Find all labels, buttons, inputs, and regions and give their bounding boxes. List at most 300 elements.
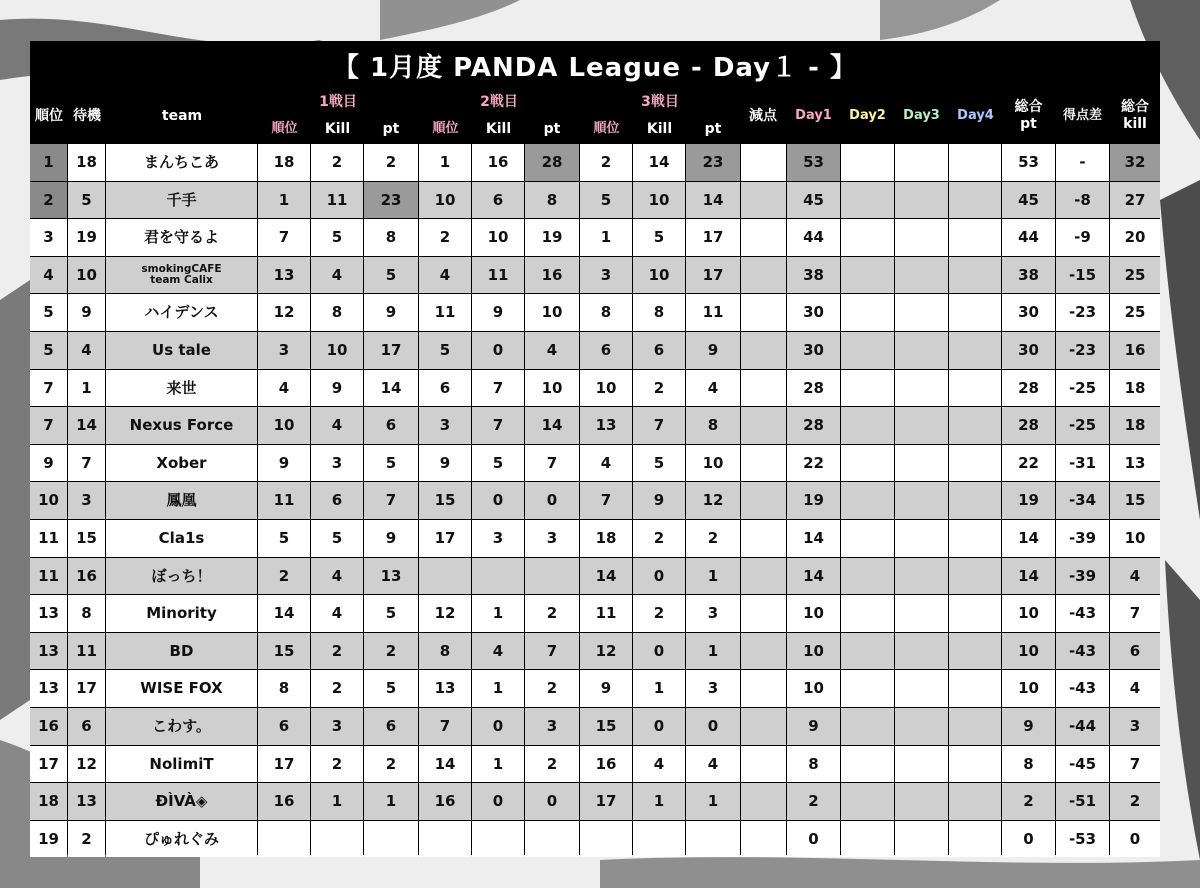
m2-rank-cell: 6 (419, 370, 471, 407)
penalty-cell (741, 482, 786, 519)
day1-cell: 44 (787, 219, 840, 256)
penalty-cell (741, 294, 786, 331)
m3-rank-cell: 3 (580, 257, 632, 294)
m3-kill-cell: 7 (633, 407, 685, 444)
m1-kill-cell: 10 (311, 332, 363, 369)
m2-kill-cell (472, 558, 524, 595)
m1-kill-cell: 5 (311, 520, 363, 557)
m2-kill-cell: 11 (472, 257, 524, 294)
day3-cell (895, 370, 948, 407)
m2-rank-cell: 15 (419, 482, 471, 519)
rank-cell: 16 (30, 708, 67, 745)
m3-kill-cell: 2 (633, 520, 685, 557)
point-diff-cell: -43 (1056, 595, 1109, 632)
day4-cell (949, 257, 1001, 294)
m2-pt-cell: 10 (525, 294, 579, 331)
m1-kill-cell: 1 (311, 783, 363, 820)
day2-cell (841, 257, 894, 294)
m1-rank-cell: 18 (258, 144, 310, 181)
m2-pt-cell: 2 (525, 595, 579, 632)
standby-cell: 5 (68, 182, 105, 219)
header-day1: Day1 (795, 108, 832, 124)
m1-rank-cell: 5 (258, 520, 310, 557)
day4-cell (949, 144, 1001, 181)
standby-cell: 7 (68, 445, 105, 482)
header-m1-rank: 順位 (271, 121, 298, 137)
m2-kill-cell: 0 (472, 783, 524, 820)
day1-cell: 38 (787, 257, 840, 294)
rank-cell: 2 (30, 182, 67, 219)
day2-cell (841, 746, 894, 783)
m1-pt-cell: 5 (364, 445, 418, 482)
team-cell: Cla1s (106, 520, 257, 557)
m2-pt-cell: 3 (525, 520, 579, 557)
day1-cell: 53 (787, 144, 840, 181)
total-kill-cell: 2 (1110, 783, 1160, 820)
m3-kill-cell (633, 821, 685, 858)
total-kill-cell: 16 (1110, 332, 1160, 369)
m1-rank-cell: 10 (258, 407, 310, 444)
total-kill-cell: 4 (1110, 558, 1160, 595)
rank-cell: 9 (30, 445, 67, 482)
m1-rank-cell: 13 (258, 257, 310, 294)
total-pt-cell: 45 (1002, 182, 1055, 219)
team-cell: Nexus Force (106, 407, 257, 444)
total-pt-cell: 2 (1002, 783, 1055, 820)
total-pt-cell: 53 (1002, 144, 1055, 181)
total-kill-cell: 15 (1110, 482, 1160, 519)
m1-pt-cell: 6 (364, 407, 418, 444)
m2-pt-cell (525, 558, 579, 595)
day4-cell (949, 633, 1001, 670)
rank-cell: 13 (30, 633, 67, 670)
m2-kill-cell: 0 (472, 708, 524, 745)
m2-pt-cell: 10 (525, 370, 579, 407)
m2-pt-cell: 0 (525, 783, 579, 820)
day2-cell (841, 595, 894, 632)
total-pt-cell: 10 (1002, 595, 1055, 632)
team-cell: 来世 (106, 370, 257, 407)
team-cell: 千手 (106, 182, 257, 219)
m2-kill-cell: 5 (472, 445, 524, 482)
day4-cell (949, 219, 1001, 256)
m2-rank-cell: 5 (419, 332, 471, 369)
m2-rank-cell: 12 (419, 595, 471, 632)
m2-rank-cell: 4 (419, 257, 471, 294)
team-cell: ハイデンス (106, 294, 257, 331)
day3-cell (895, 746, 948, 783)
standby-cell: 19 (68, 219, 105, 256)
m2-rank-cell: 13 (419, 670, 471, 707)
day2-cell (841, 445, 894, 482)
m2-kill-cell: 7 (472, 407, 524, 444)
m2-kill-cell: 9 (472, 294, 524, 331)
m2-rank-cell: 17 (419, 520, 471, 557)
rank-cell: 5 (30, 294, 67, 331)
total-pt-cell: 8 (1002, 746, 1055, 783)
total-kill-cell: 7 (1110, 595, 1160, 632)
penalty-cell (741, 595, 786, 632)
m1-kill-cell: 5 (311, 219, 363, 256)
m1-pt-cell: 13 (364, 558, 418, 595)
day1-cell: 8 (787, 746, 840, 783)
m2-rank-cell: 10 (419, 182, 471, 219)
m2-kill-cell: 3 (472, 520, 524, 557)
rank-cell: 3 (30, 219, 67, 256)
day4-cell (949, 783, 1001, 820)
m3-kill-cell: 2 (633, 370, 685, 407)
m1-kill-cell: 4 (311, 558, 363, 595)
day4-cell (949, 520, 1001, 557)
day4-cell (949, 294, 1001, 331)
m2-pt-cell: 19 (525, 219, 579, 256)
m3-kill-cell: 0 (633, 558, 685, 595)
point-diff-cell: -53 (1056, 821, 1109, 858)
m1-rank-cell: 12 (258, 294, 310, 331)
day4-cell (949, 407, 1001, 444)
penalty-cell (741, 257, 786, 294)
m1-kill-cell: 4 (311, 595, 363, 632)
m1-rank-cell: 15 (258, 633, 310, 670)
m3-rank-cell: 16 (580, 746, 632, 783)
total-kill-cell: 6 (1110, 633, 1160, 670)
m3-rank-cell (580, 821, 632, 858)
total-kill-cell: 10 (1110, 520, 1160, 557)
total-pt-cell: 10 (1002, 633, 1055, 670)
m2-kill-cell: 1 (472, 670, 524, 707)
day2-cell (841, 482, 894, 519)
m2-rank-cell: 16 (419, 783, 471, 820)
day4-cell (949, 332, 1001, 369)
m3-rank-cell: 6 (580, 332, 632, 369)
m3-pt-cell: 1 (686, 783, 740, 820)
day1-cell: 2 (787, 783, 840, 820)
total-pt-cell: 28 (1002, 407, 1055, 444)
m1-rank-cell: 3 (258, 332, 310, 369)
point-diff-cell: -23 (1056, 294, 1109, 331)
m3-rank-cell: 8 (580, 294, 632, 331)
m2-pt-cell: 0 (525, 482, 579, 519)
day2-cell (841, 407, 894, 444)
m1-kill-cell: 6 (311, 482, 363, 519)
point-diff-cell: -34 (1056, 482, 1109, 519)
team-cell: Us tale (106, 332, 257, 369)
day2-cell (841, 708, 894, 745)
standby-cell: 10 (68, 257, 105, 294)
header-rank: 順位 (35, 107, 63, 124)
header-m3-kill: Kill (646, 120, 673, 137)
day1-cell: 9 (787, 708, 840, 745)
day2-cell (841, 294, 894, 331)
team-cell: こわす。 (106, 708, 257, 745)
team-cell: 君を守るよ (106, 219, 257, 256)
m2-rank-cell: 1 (419, 144, 471, 181)
team-cell: ĐÌVÀ◈ (106, 783, 257, 820)
day3-cell (895, 520, 948, 557)
total-kill-cell: 18 (1110, 407, 1160, 444)
rank-cell: 10 (30, 482, 67, 519)
total-kill-cell: 7 (1110, 746, 1160, 783)
m2-kill-cell: 0 (472, 332, 524, 369)
m1-rank-cell: 14 (258, 595, 310, 632)
m1-pt-cell: 1 (364, 783, 418, 820)
m2-kill-cell: 16 (472, 144, 524, 181)
day1-cell: 30 (787, 294, 840, 331)
header-day2: Day2 (849, 108, 886, 124)
day4-cell (949, 182, 1001, 219)
day4-cell (949, 370, 1001, 407)
day2-cell (841, 558, 894, 595)
m3-kill-cell: 9 (633, 482, 685, 519)
total-kill-cell: 25 (1110, 257, 1160, 294)
m3-rank-cell: 9 (580, 670, 632, 707)
m1-kill-cell: 9 (311, 370, 363, 407)
m3-rank-cell: 1 (580, 219, 632, 256)
day2-cell (841, 520, 894, 557)
day3-cell (895, 445, 948, 482)
m1-pt-cell (364, 821, 418, 858)
m2-pt-cell: 8 (525, 182, 579, 219)
m2-kill-cell: 6 (472, 182, 524, 219)
header-standby: 待機 (73, 107, 101, 124)
rank-cell: 1 (30, 144, 67, 181)
m3-pt-cell (686, 821, 740, 858)
m3-pt-cell: 17 (686, 219, 740, 256)
penalty-cell (741, 332, 786, 369)
standby-cell: 6 (68, 708, 105, 745)
day3-cell (895, 708, 948, 745)
m3-kill-cell: 6 (633, 332, 685, 369)
total-pt-cell: 14 (1002, 520, 1055, 557)
total-kill-cell: 13 (1110, 445, 1160, 482)
day2-cell (841, 633, 894, 670)
m1-kill-cell: 2 (311, 670, 363, 707)
day1-cell: 28 (787, 407, 840, 444)
m1-rank-cell: 17 (258, 746, 310, 783)
m3-pt-cell: 4 (686, 746, 740, 783)
m1-kill-cell: 3 (311, 708, 363, 745)
m2-rank-cell: 7 (419, 708, 471, 745)
header-match2: 2戦目 (480, 93, 518, 110)
day1-cell: 10 (787, 670, 840, 707)
m2-pt-cell: 3 (525, 708, 579, 745)
standings-board (30, 41, 1160, 855)
day2-cell (841, 182, 894, 219)
day3-cell (895, 783, 948, 820)
rank-cell: 11 (30, 520, 67, 557)
day4-cell (949, 595, 1001, 632)
standby-cell: 17 (68, 670, 105, 707)
m1-rank-cell: 1 (258, 182, 310, 219)
m2-rank-cell: 8 (419, 633, 471, 670)
day2-cell (841, 219, 894, 256)
m3-rank-cell: 13 (580, 407, 632, 444)
standby-cell: 15 (68, 520, 105, 557)
m1-pt-cell: 2 (364, 746, 418, 783)
penalty-cell (741, 708, 786, 745)
m3-pt-cell: 3 (686, 670, 740, 707)
m2-pt-cell: 16 (525, 257, 579, 294)
point-diff-cell: -43 (1056, 633, 1109, 670)
penalty-cell (741, 407, 786, 444)
day4-cell (949, 482, 1001, 519)
total-pt-cell: 30 (1002, 332, 1055, 369)
point-diff-cell: -39 (1056, 520, 1109, 557)
m1-pt-cell: 17 (364, 332, 418, 369)
day3-cell (895, 182, 948, 219)
total-pt-cell: 28 (1002, 370, 1055, 407)
m3-rank-cell: 10 (580, 370, 632, 407)
m3-kill-cell: 8 (633, 294, 685, 331)
day3-cell (895, 219, 948, 256)
team-cell: ぼっち！ (106, 558, 257, 595)
m3-pt-cell: 0 (686, 708, 740, 745)
m2-pt-cell: 7 (525, 445, 579, 482)
header-match1: 1戦目 (319, 93, 357, 110)
day3-cell (895, 558, 948, 595)
m3-kill-cell: 1 (633, 783, 685, 820)
m1-rank-cell: 7 (258, 219, 310, 256)
day4-cell (949, 558, 1001, 595)
penalty-cell (741, 445, 786, 482)
m1-pt-cell: 5 (364, 670, 418, 707)
page-title: 【 1月度 PANDA League - Day１ - 】 (332, 52, 858, 83)
standby-cell: 8 (68, 595, 105, 632)
day1-cell: 10 (787, 595, 840, 632)
m3-pt-cell: 17 (686, 257, 740, 294)
header-m1-kill: Kill (324, 120, 351, 137)
m3-rank-cell: 2 (580, 144, 632, 181)
day4-cell (949, 746, 1001, 783)
m3-pt-cell: 14 (686, 182, 740, 219)
penalty-cell (741, 558, 786, 595)
m3-pt-cell: 2 (686, 520, 740, 557)
m3-rank-cell: 18 (580, 520, 632, 557)
total-kill-cell: 18 (1110, 370, 1160, 407)
m1-rank-cell: 9 (258, 445, 310, 482)
m2-rank-cell: 9 (419, 445, 471, 482)
standby-cell: 16 (68, 558, 105, 595)
day4-cell (949, 821, 1001, 858)
day1-cell: 28 (787, 370, 840, 407)
rank-cell: 5 (30, 332, 67, 369)
header-m3-pt: pt (704, 120, 722, 137)
team-cell: smokingCAFE team Calix (106, 257, 257, 294)
day3-cell (895, 294, 948, 331)
penalty-cell (741, 219, 786, 256)
total-kill-cell: 20 (1110, 219, 1160, 256)
m3-pt-cell: 10 (686, 445, 740, 482)
day1-cell: 0 (787, 821, 840, 858)
m1-rank-cell: 6 (258, 708, 310, 745)
m3-rank-cell: 5 (580, 182, 632, 219)
point-diff-cell: -15 (1056, 257, 1109, 294)
m2-kill-cell: 0 (472, 482, 524, 519)
penalty-cell (741, 633, 786, 670)
day3-cell (895, 821, 948, 858)
m1-pt-cell: 14 (364, 370, 418, 407)
m3-kill-cell: 10 (633, 257, 685, 294)
rank-cell: 13 (30, 670, 67, 707)
m1-rank-cell: 8 (258, 670, 310, 707)
m3-pt-cell: 1 (686, 558, 740, 595)
m2-rank-cell: 2 (419, 219, 471, 256)
m3-pt-cell: 8 (686, 407, 740, 444)
team-cell: 鳳凰 (106, 482, 257, 519)
m3-kill-cell: 2 (633, 595, 685, 632)
m3-rank-cell: 11 (580, 595, 632, 632)
point-diff-cell: -8 (1056, 182, 1109, 219)
m1-kill-cell: 4 (311, 257, 363, 294)
standby-cell: 1 (68, 370, 105, 407)
m3-kill-cell: 4 (633, 746, 685, 783)
team-cell: まんちこあ (106, 144, 257, 181)
m3-kill-cell: 5 (633, 219, 685, 256)
m2-kill-cell: 7 (472, 370, 524, 407)
total-pt-cell: 19 (1002, 482, 1055, 519)
m1-pt-cell: 8 (364, 219, 418, 256)
m3-rank-cell: 12 (580, 633, 632, 670)
m1-pt-cell: 2 (364, 144, 418, 181)
total-pt-cell: 0 (1002, 821, 1055, 858)
standby-cell: 2 (68, 821, 105, 858)
point-diff-cell: -25 (1056, 407, 1109, 444)
m1-kill-cell: 2 (311, 746, 363, 783)
total-kill-cell: 27 (1110, 182, 1160, 219)
m1-rank-cell: 11 (258, 482, 310, 519)
total-kill-cell: 3 (1110, 708, 1160, 745)
day4-cell (949, 445, 1001, 482)
header-m3-rank: 順位 (593, 121, 620, 137)
day3-cell (895, 332, 948, 369)
rank-cell: 7 (30, 407, 67, 444)
day3-cell (895, 144, 948, 181)
point-diff-cell: -9 (1056, 219, 1109, 256)
m3-rank-cell: 4 (580, 445, 632, 482)
m2-rank-cell (419, 558, 471, 595)
m3-rank-cell: 15 (580, 708, 632, 745)
m3-kill-cell: 14 (633, 144, 685, 181)
m1-kill-cell: 3 (311, 445, 363, 482)
day2-cell (841, 670, 894, 707)
day3-cell (895, 482, 948, 519)
rank-cell: 18 (30, 783, 67, 820)
m2-rank-cell (419, 821, 471, 858)
m3-pt-cell: 3 (686, 595, 740, 632)
team-cell: WISE FOX (106, 670, 257, 707)
m2-kill-cell: 1 (472, 746, 524, 783)
day1-cell: 19 (787, 482, 840, 519)
m3-kill-cell: 5 (633, 445, 685, 482)
day4-cell (949, 708, 1001, 745)
header-m2-pt: pt (543, 120, 561, 137)
m1-kill-cell: 11 (311, 182, 363, 219)
day1-cell: 14 (787, 520, 840, 557)
m1-rank-cell: 2 (258, 558, 310, 595)
rank-cell: 19 (30, 821, 67, 858)
header-match3: 3戦目 (641, 93, 679, 110)
total-kill-cell: 0 (1110, 821, 1160, 858)
total-pt-cell: 22 (1002, 445, 1055, 482)
point-diff-cell: -44 (1056, 708, 1109, 745)
day2-cell (841, 783, 894, 820)
header-team: team (161, 107, 203, 124)
header-m1-pt: pt (382, 120, 400, 137)
m1-rank-cell: 16 (258, 783, 310, 820)
m2-pt-cell: 28 (525, 144, 579, 181)
header-total-kill: 総合 kill (1121, 99, 1149, 132)
team-cell: Minority (106, 595, 257, 632)
